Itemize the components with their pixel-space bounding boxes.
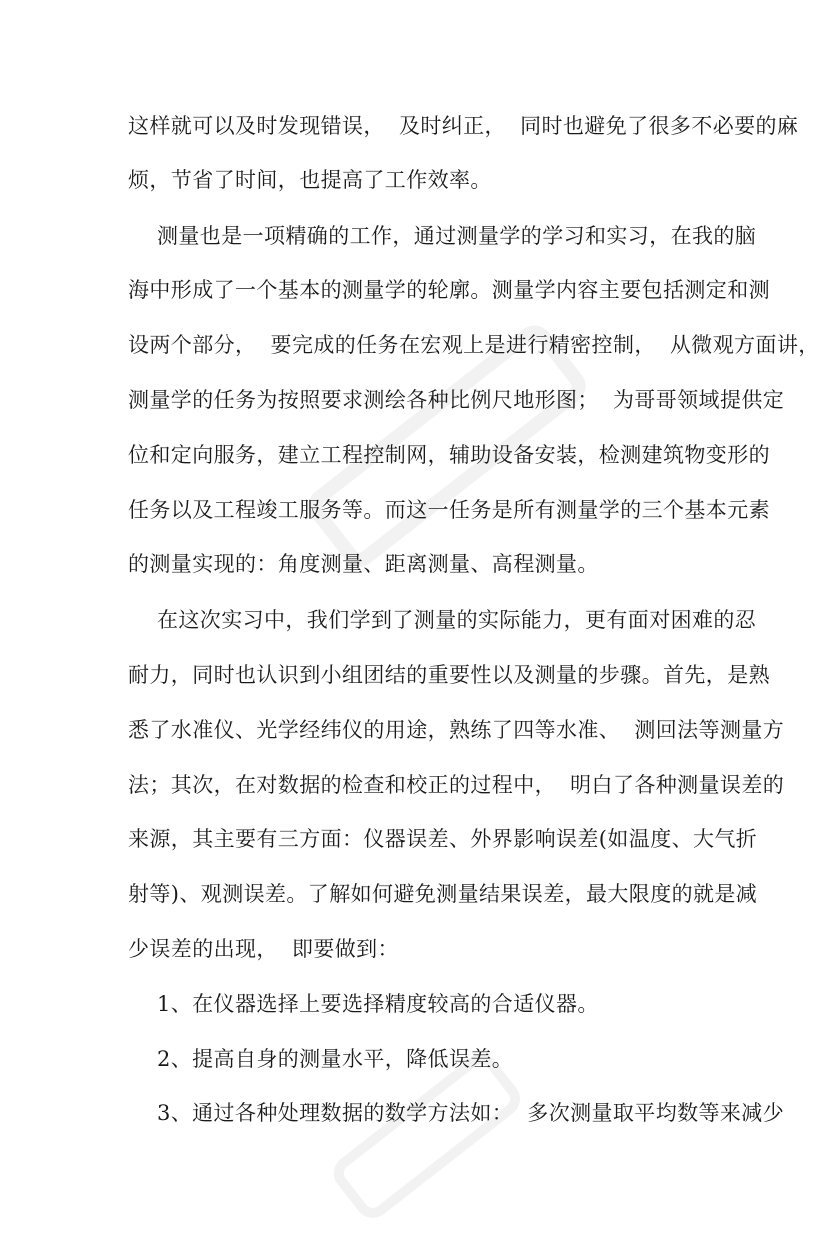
text-line: 少误差的出现， 即要做到：: [128, 937, 399, 961]
list-item: 2、提高自身的测量水平，降低误差。: [157, 1047, 514, 1071]
list-item: 1、在仪器选择上要选择精度较高的合适仪器。: [157, 992, 599, 1016]
text-line: 任务以及工程竣工服务等。而这一任务是所有测量学的三个基本元素: [128, 498, 770, 522]
text-line: 耐力，同时也认识到小组团结的重要性以及测量的步骤。首先，是熟: [128, 663, 770, 687]
list-item: 3、通过各种处理数据的数学方法如： 多次测量取平均数等来减少: [157, 1101, 785, 1125]
text-line: 位和定向服务，建立工程控制网，辅助设备安装，检测建筑物变形的: [128, 443, 770, 467]
text-line: 设两个部分， 要完成的任务在宏观上是进行精密控制， 从微观方面讲，: [128, 333, 820, 357]
text-line: 烦，节省了时间，也提高了工作效率。: [128, 168, 492, 192]
paragraph-start-line: 测量也是一项精确的工作，通过测量学的学习和实习，在我的脑: [157, 224, 757, 248]
text-line: 海中形成了一个基本的测量学的轮廓。测量学内容主要包括测定和测: [128, 278, 770, 302]
text-line: 来源，其主要有三方面：仪器误差、外界影响误差(如温度、大气折: [128, 827, 758, 851]
text-line: 射等)、观测误差。了解如何避免测量结果误差，最大限度的就是减: [128, 882, 758, 906]
text-line: 的测量实现的：角度测量、距离测量、高程测量。: [128, 552, 599, 576]
text-line: 这样就可以及时发现错误， 及时纠正， 同时也避免了很多不必要的麻: [128, 114, 799, 138]
text-line: 法；其次，在对数据的检查和校正的过程中， 明白了各种测量误差的: [128, 773, 785, 797]
text-line: 测量学的任务为按照要求测绘各种比例尺地形图； 为哥哥领域提供定: [128, 388, 785, 412]
text-line: 悉了水准仪、光学经纬仪的用途，熟练了四等水准、 测回法等测量方: [128, 718, 785, 742]
paragraph-start-line: 在这次实习中，我们学到了测量的实际能力，更有面对困难的忍: [157, 608, 757, 632]
